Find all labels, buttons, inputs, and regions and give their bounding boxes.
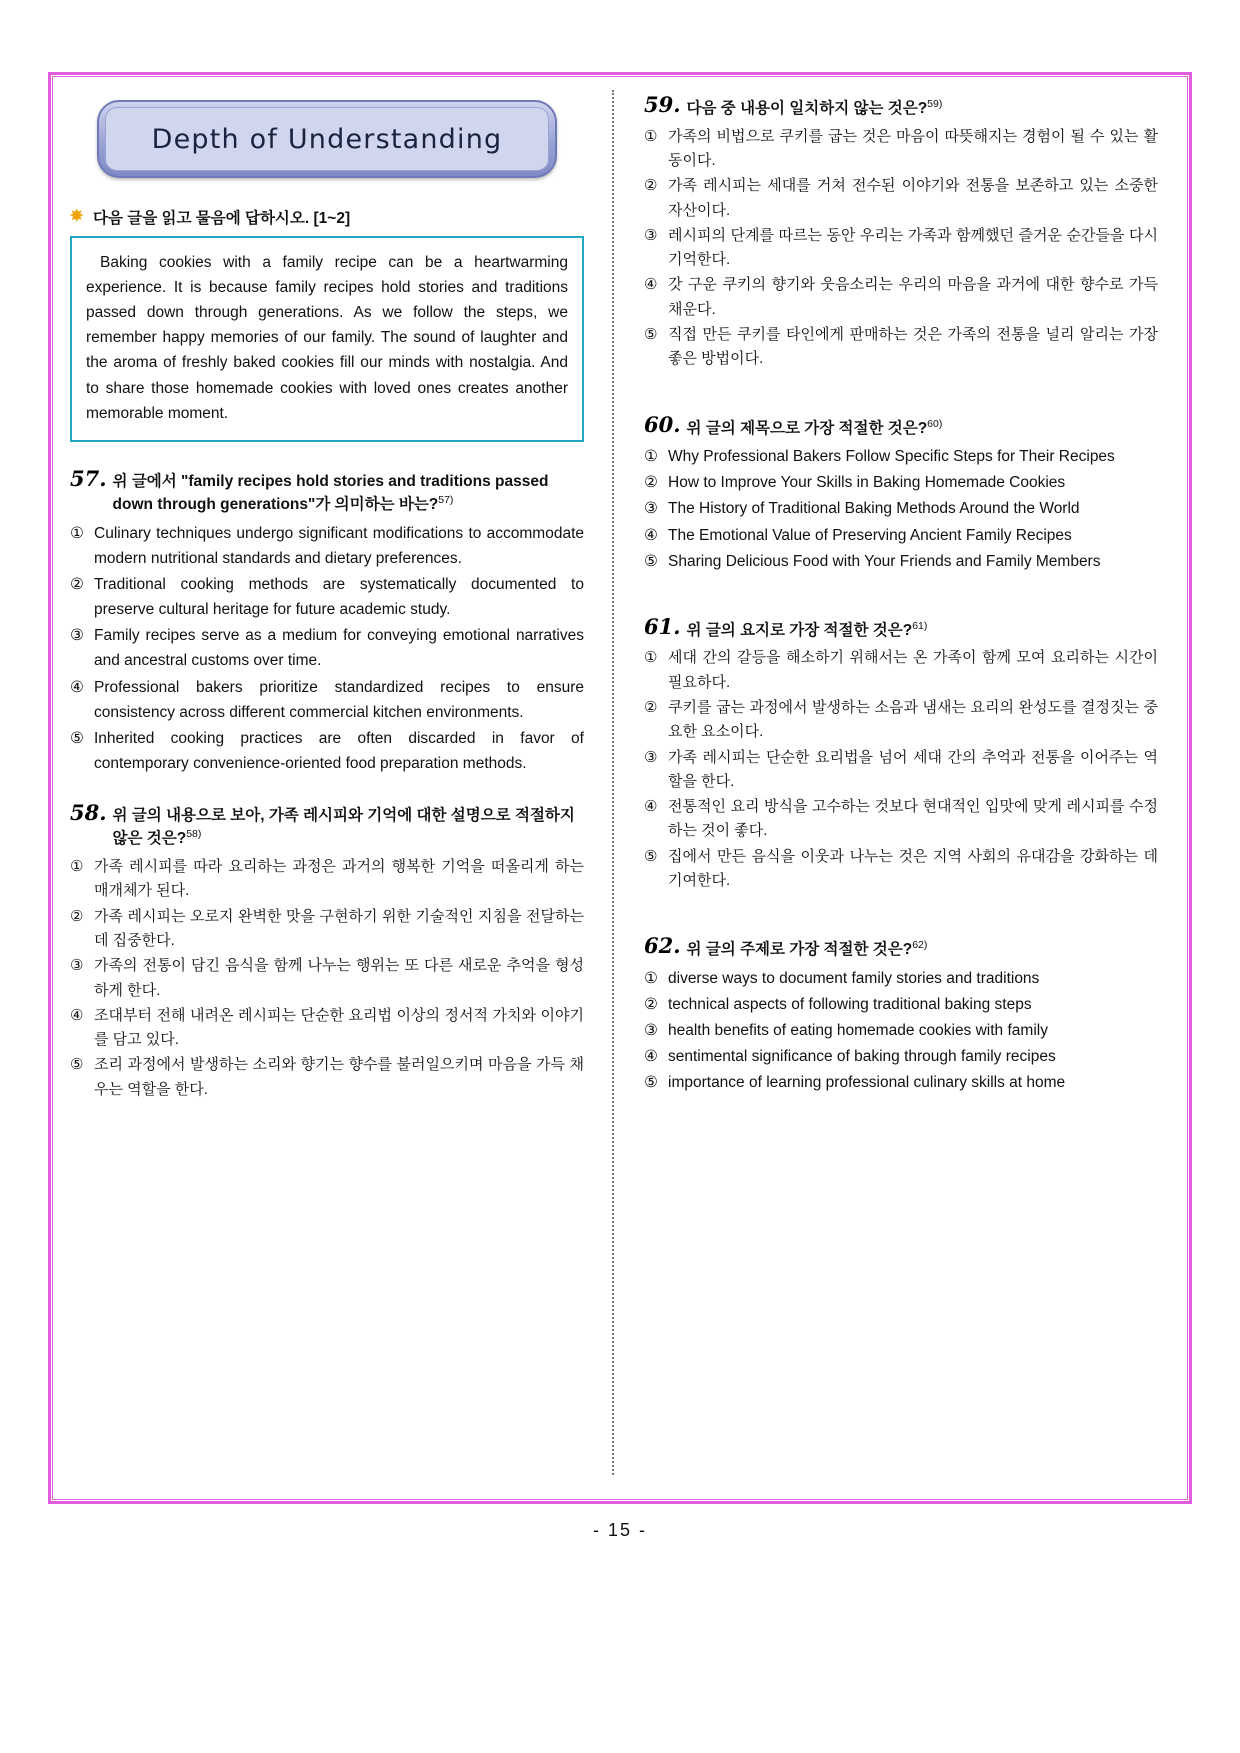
choice-option[interactable] [644, 646, 1158, 695]
question-62-choices [644, 966, 1158, 1096]
question-62-stem: 위 글의 주제로 가장 적절한 것은?$^{62)}$ [686, 939, 928, 959]
choice-text: 가족의 전통이 담긴 음식을 함께 나누는 행위는 또 다른 새로운 추억을 형성하게 한다. [94, 957, 584, 999]
page-columns [70, 90, 1170, 1490]
question-58-head [70, 799, 584, 851]
choice-text: 집에서 만든 음식을 이웃과 나누는 것은 지역 사회의 유대감을 강화하는 데 기여한다. [668, 847, 1158, 890]
column-divider [612, 90, 616, 1475]
choice-option[interactable] [644, 224, 1158, 273]
choice-text: Traditional cooking methods are systematically documented to preserve cultural heritage for future academic study. [94, 576, 584, 619]
choice-option[interactable] [644, 125, 1158, 174]
title-banner [97, 100, 557, 178]
choice-option[interactable] [644, 470, 1158, 495]
choice-marker: ② [70, 576, 84, 594]
choice-marker: ③ [644, 500, 658, 518]
choice-text: 세대 간의 갈등을 해소하기 위해서는 온 가족이 함께 모여 요리하는 시간이 필요하다. [668, 649, 1158, 691]
choice-text: 가족 레시피는 단순한 요리법을 넘어 세대 간의 추억과 전통을 이어주는 역할을 한다. [668, 748, 1158, 790]
choice-text: Culinary techniques undergo significant modifications to accommodate modern nutritional standards and dietary preferences. [94, 524, 584, 567]
choice-marker: ⑤ [70, 1056, 84, 1074]
choice-text: importance of learning professional culinary skills at home [668, 1074, 1066, 1092]
question-62 [644, 935, 1158, 1095]
choice-option[interactable] [644, 323, 1158, 372]
question-60-choices [644, 444, 1158, 574]
choice-text: Family recipes serve as a medium for conveying emotional narratives and ancestral customs over time. [94, 627, 584, 670]
choice-option[interactable] [644, 845, 1158, 894]
choice-marker: ③ [644, 748, 658, 766]
choice-marker: ④ [70, 1006, 84, 1024]
choice-text: Why Professional Bakers Follow Specific Steps for Their Recipes [668, 448, 1115, 466]
choice-option[interactable] [644, 496, 1158, 521]
choice-marker: ① [644, 448, 658, 466]
choice-option[interactable] [644, 795, 1158, 844]
banner-inner-frame [105, 107, 549, 171]
question-57-number: 57. [70, 465, 107, 491]
choice-text: Sharing Delicious Food with Your Friends and Family Members [668, 552, 1101, 570]
question-61-number: 61. [644, 613, 681, 639]
choice-text: 조리 과정에서 발생하는 소리와 향기는 향수를 불러일으키며 마음을 가득 채우는 역할을 한다. [94, 1056, 584, 1098]
choice-option[interactable] [70, 905, 584, 954]
question-58-stem: 위 글의 내용으로 보아, 가족 레시피와 기억에 대한 설명으로 적절하지 않은 것은?$^{58)}$ [112, 806, 575, 848]
left-column [70, 90, 600, 1490]
choice-marker: ③ [70, 627, 84, 645]
question-57 [70, 465, 584, 776]
choice-text: 가족 레시피는 세대를 거쳐 전수된 이야기와 전통을 보존하고 있는 소중한 자산이다. [668, 177, 1158, 219]
question-59-head [644, 94, 1158, 121]
choice-option[interactable] [644, 746, 1158, 795]
question-59 [644, 94, 1158, 372]
question-60 [644, 411, 1158, 574]
choice-marker: ④ [70, 678, 84, 696]
choice-marker: ① [70, 524, 84, 542]
choice-text: 쿠키를 굽는 과정에서 발생하는 소음과 냄새는 요리의 완성도를 결정짓는 중요한 요소이다. [668, 698, 1158, 741]
choice-marker: ⑤ [644, 847, 658, 865]
choice-text: Professional bakers prioritize standardized recipes to ensure consistency across different commercial kitchen environments. [94, 678, 584, 721]
right-column [628, 90, 1158, 1490]
choice-text: technical aspects of following traditional baking steps [668, 996, 1032, 1014]
reading-passage-box [70, 236, 584, 442]
choice-text: 가족의 비법으로 쿠키를 굽는 것은 마음이 따뜻해지는 경험이 될 수 있는 활동이다. [668, 127, 1158, 169]
choice-marker: ⑤ [644, 552, 658, 570]
choice-marker: ③ [644, 1022, 658, 1040]
question-57-choices [70, 521, 584, 776]
question-60-number: 60. [644, 411, 681, 437]
choice-marker: ④ [644, 276, 658, 294]
choice-text: health benefits of eating homemade cookies with family [668, 1022, 1048, 1040]
choice-option[interactable] [70, 855, 584, 904]
choice-marker: ④ [644, 526, 658, 544]
choice-marker: ② [644, 474, 658, 492]
choice-text: 가족 레시피는 오로지 완벽한 맛을 구현하기 위한 기술적인 지침을 전달하는 데 집중한다. [94, 907, 584, 949]
page-number: - 15 - [592, 1520, 647, 1540]
choice-marker: ⑤ [644, 1074, 658, 1092]
choice-option[interactable] [70, 1053, 584, 1102]
choice-option[interactable] [644, 1018, 1158, 1043]
choice-text: The History of Traditional Baking Methods Around the World [668, 500, 1080, 518]
choice-option[interactable] [644, 549, 1158, 574]
choice-option[interactable] [70, 954, 584, 1003]
question-59-number: 59. [644, 92, 681, 117]
choice-marker: ⑤ [70, 729, 84, 747]
choice-text: 전통적인 요리 방식을 고수하는 것보다 현대적인 입맛에 맞게 레시피를 수정하는 것이 좋다. [668, 798, 1158, 840]
choice-option[interactable] [70, 1004, 584, 1053]
choice-option[interactable] [644, 1044, 1158, 1069]
question-60-head [644, 411, 1158, 441]
choice-marker: ② [644, 996, 658, 1014]
choice-marker: ⑤ [644, 326, 658, 343]
choice-text: How to Improve Your Skills in Baking Homemade Cookies [668, 474, 1066, 492]
choice-marker: ④ [644, 1048, 658, 1066]
choice-option[interactable] [70, 726, 584, 776]
question-59-stem: 다음 중 내용이 일치하지 않는 것은?$^{59)}$ [686, 98, 943, 118]
choice-marker: ③ [644, 226, 658, 244]
question-57-head [70, 465, 584, 517]
question-61-head [644, 613, 1158, 643]
choice-marker: ② [70, 907, 84, 925]
banner-title: Depth of Understanding [151, 123, 503, 155]
choice-option[interactable] [644, 523, 1158, 548]
choice-option[interactable] [70, 623, 584, 673]
choice-option[interactable] [644, 174, 1158, 223]
question-62-number: 62. [644, 933, 681, 959]
choice-marker: ① [70, 858, 84, 876]
choice-text: 갓 구운 쿠키의 향기와 웃음소리는 우리의 마음을 과거에 대한 향수로 가득 채운다. [668, 276, 1158, 318]
choice-text: Inherited cooking practices are often discarded in favor of contemporary convenience-oriented food preparation methods. [94, 729, 584, 772]
question-62-head [644, 935, 1158, 962]
choice-option[interactable] [644, 966, 1158, 991]
question-60-stem: 위 글의 제목으로 가장 적절한 것은?$^{60)}$ [686, 417, 943, 437]
choice-marker: ① [644, 969, 658, 987]
choice-marker: ② [644, 177, 658, 195]
choice-option[interactable] [644, 696, 1158, 745]
question-59-choices [644, 125, 1158, 372]
choice-marker: ① [644, 649, 658, 667]
instruction-text: 다음 글을 읽고 물음에 답하시오. [1~2] [93, 210, 351, 227]
passage-text: Baking cookies with a family recipe can be a heartwarming experience. It is because family recipes hold stories and traditions passed down through generations. As we follow the steps, we remember happy memories of our family. The sound of laughter and the aroma of freshly baked cookies fill our minds with nostalgia. And to share those homemade cookies with loved ones creates another memorable moment. [86, 254, 568, 422]
choice-option[interactable] [644, 273, 1158, 322]
instruction-line [70, 206, 584, 228]
question-61-stem: 위 글의 요지로 가장 적절한 것은?$^{61)}$ [686, 619, 928, 639]
choice-option[interactable] [644, 444, 1158, 469]
choice-marker: ④ [644, 798, 658, 816]
choice-option[interactable] [644, 1070, 1158, 1095]
flower-icon: ✸ [70, 208, 84, 225]
question-58 [70, 799, 584, 1102]
choice-option[interactable] [70, 521, 584, 571]
choice-option[interactable] [70, 675, 584, 725]
choice-option[interactable] [644, 992, 1158, 1017]
question-61-choices [644, 646, 1158, 893]
choice-text: The Emotional Value of Preserving Ancient Family Recipes [668, 526, 1072, 544]
choice-text: sentimental significance of baking through family recipes [668, 1048, 1056, 1066]
choice-text: 직접 만든 쿠키를 타인에게 판매하는 것은 가족의 전통을 널리 알리는 가장 좋은 방법이다. [668, 326, 1158, 368]
question-58-choices [70, 855, 584, 1102]
choice-text: 레시피의 단계를 따르는 동안 우리는 가족과 함께했던 즐거운 순간들을 다시 기억한다. [668, 226, 1158, 269]
question-58-number: 58. [70, 799, 107, 825]
choice-marker: ③ [70, 957, 84, 975]
choice-text: 가족 레시피를 따라 요리하는 과정은 과거의 행복한 기억을 떠올리게 하는 매개체가 된다. [94, 858, 584, 900]
choice-text: diverse ways to document family stories and traditions [668, 969, 1040, 987]
choice-marker: ② [644, 698, 658, 716]
choice-option[interactable] [70, 572, 584, 622]
choice-text: 조대부터 전해 내려온 레시피는 단순한 요리법 이상의 정서적 가치와 이야기를 담고 있다. [94, 1006, 584, 1049]
choice-marker: ① [644, 127, 658, 145]
question-61 [644, 613, 1158, 894]
question-57-stem: 위 글에서 "family recipes hold stories and traditions passed down through generations"가 의미하는 바는?$^{57)}$ [112, 472, 549, 514]
